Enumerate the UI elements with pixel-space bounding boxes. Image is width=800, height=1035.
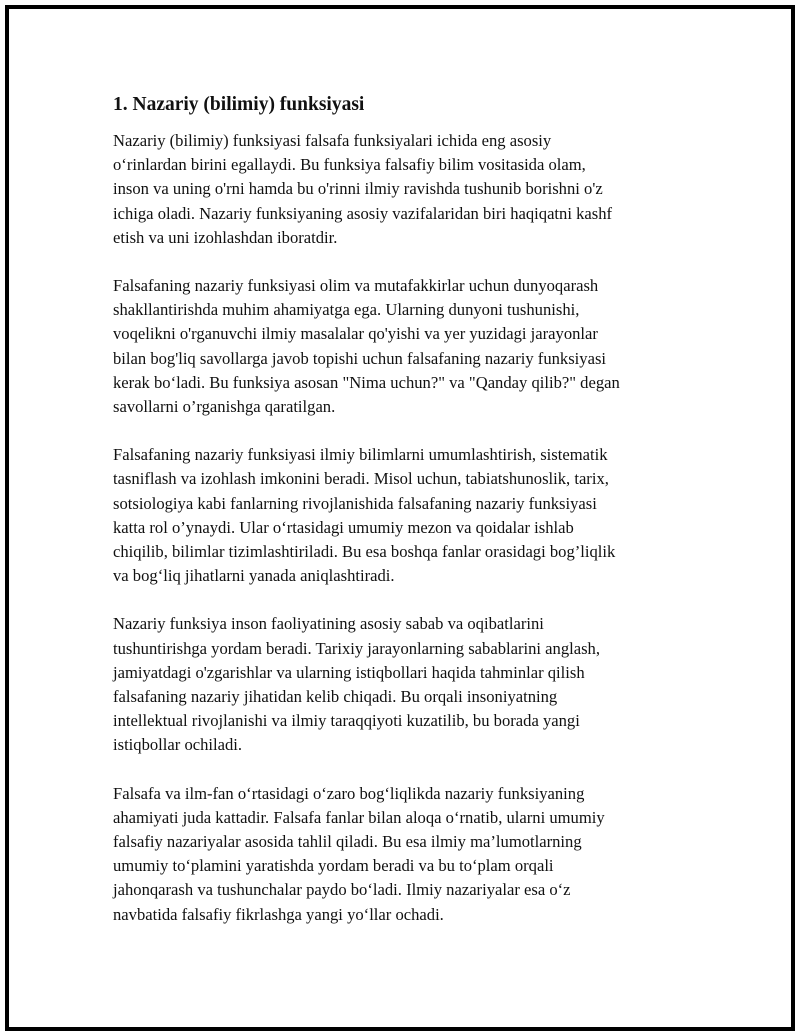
text-line: kerak bo‘ladi. Bu funksiya asosan "Nima uchun?" va "Qanday qilib?" degan <box>113 372 620 392</box>
text-line: tushuntirishga yordam beradi. Tarixiy jarayonlarning sabablarini anglash, <box>113 638 600 658</box>
text-line: chiqilib, bilimlar tizimlashtiriladi. Bu esa boshqa fanlar orasidagi bog’liqlik <box>113 542 616 562</box>
text-line: inson va uning o'rni hamda bu o'rinni ilmiy ravishda tushunib borishni o'z <box>113 179 603 199</box>
text-line: Falsafa va ilm-fan o‘rtasidagi o‘zaro bog‘liqlikda nazariy funksiyaning <box>113 783 585 803</box>
text-line: intellektual rivojlanishi va ilmiy taraqqiyoti kuzatilib, bu borada yangi <box>113 711 580 731</box>
text-line: bilan bog'liq savollarga javob topishi uchun falsafaning nazariy funksiyasi <box>113 348 607 368</box>
text-line: ichiga oladi. Nazariy funksiyaning asosiy vazifalaridan biri haqiqatni kashf <box>113 203 613 223</box>
text-line: shakllantirishda muhim ahamiyatga ega. Ularning dunyoni tushunishi, <box>113 300 580 320</box>
text-line: o‘rinlardan birini egallaydi. Bu funksiya falsafiy bilim vositasida olam, <box>113 155 586 175</box>
paragraph-5 <box>113 782 703 927</box>
text-line: falsafiy nazariyalar asosida tahlil qiladi. Bu esa ilmiy ma’lumotlarning <box>113 832 582 852</box>
text-line: Nazariy funksiya inson faoliyatining asosiy sabab va oqibatlarini <box>113 614 544 634</box>
paragraph-1 <box>113 129 703 250</box>
text-line: voqelikni o'rganuvchi ilmiy masalalar qo'yishi va yer yuzidagi jarayonlar <box>113 324 598 344</box>
text-line: etish va uni izohlashdan iboratdir. <box>113 227 338 247</box>
text-line: Falsafaning nazariy funksiyasi ilmiy bilimlarni umumlashtirish, sistematik <box>113 445 608 465</box>
text-line: istiqbollar ochiladi. <box>113 735 243 755</box>
text-line: ahamiyati juda kattadir. Falsafa fanlar bilan aloqa o‘rnatib, ularni umumiy <box>113 807 605 827</box>
text-line: sotsiologiya kabi fanlarning rivojlanishida falsafaning nazariy funksiyasi <box>113 493 597 513</box>
text-line: va bog‘liq jihatlarni yanada aniqlashtiradi. <box>113 566 395 586</box>
paragraph-3 <box>113 443 703 588</box>
text-line: navbatida falsafiy fikrlashga yangi yo‘llar ochadi. <box>113 904 444 924</box>
paragraph-4 <box>113 612 703 757</box>
text-line: umumiy to‘plamini yaratishda yordam beradi va bu to‘plam orqali <box>113 856 554 876</box>
text-line: Nazariy (bilimiy) funksiyasi falsafa funksiyalari ichida eng asosiy <box>113 131 552 150</box>
document-body <box>113 92 703 951</box>
text-line: savollarni o’rganishga qaratilgan. <box>113 397 336 417</box>
text-line: katta rol o’ynaydi. Ular o‘rtasidagi umumiy mezon va qoidalar ishlab <box>113 517 574 537</box>
text-line: jamiyatdagi o'zgarishlar va ularning istiqbollari haqida tahminlar qilish <box>113 662 585 682</box>
text-line: tasniflash va izohlash imkonini beradi. Misol uchun, tabiatshunoslik, tarix, <box>113 469 609 489</box>
text-line: jahonqarash va tushunchalar paydo bo‘ladi. Ilmiy nazariyalar esa o‘z <box>113 880 571 900</box>
text-line: falsafaning nazariy jihatidan kelib chiqadi. Bu orqali insoniyatning <box>113 687 558 707</box>
section-heading: 1. Nazariy (bilimiy) funksiyasi <box>113 94 365 115</box>
text-line: Falsafaning nazariy funksiyasi olim va mutafakkirlar uchun dunyoqarash <box>113 276 599 296</box>
paragraph-2 <box>113 274 703 419</box>
